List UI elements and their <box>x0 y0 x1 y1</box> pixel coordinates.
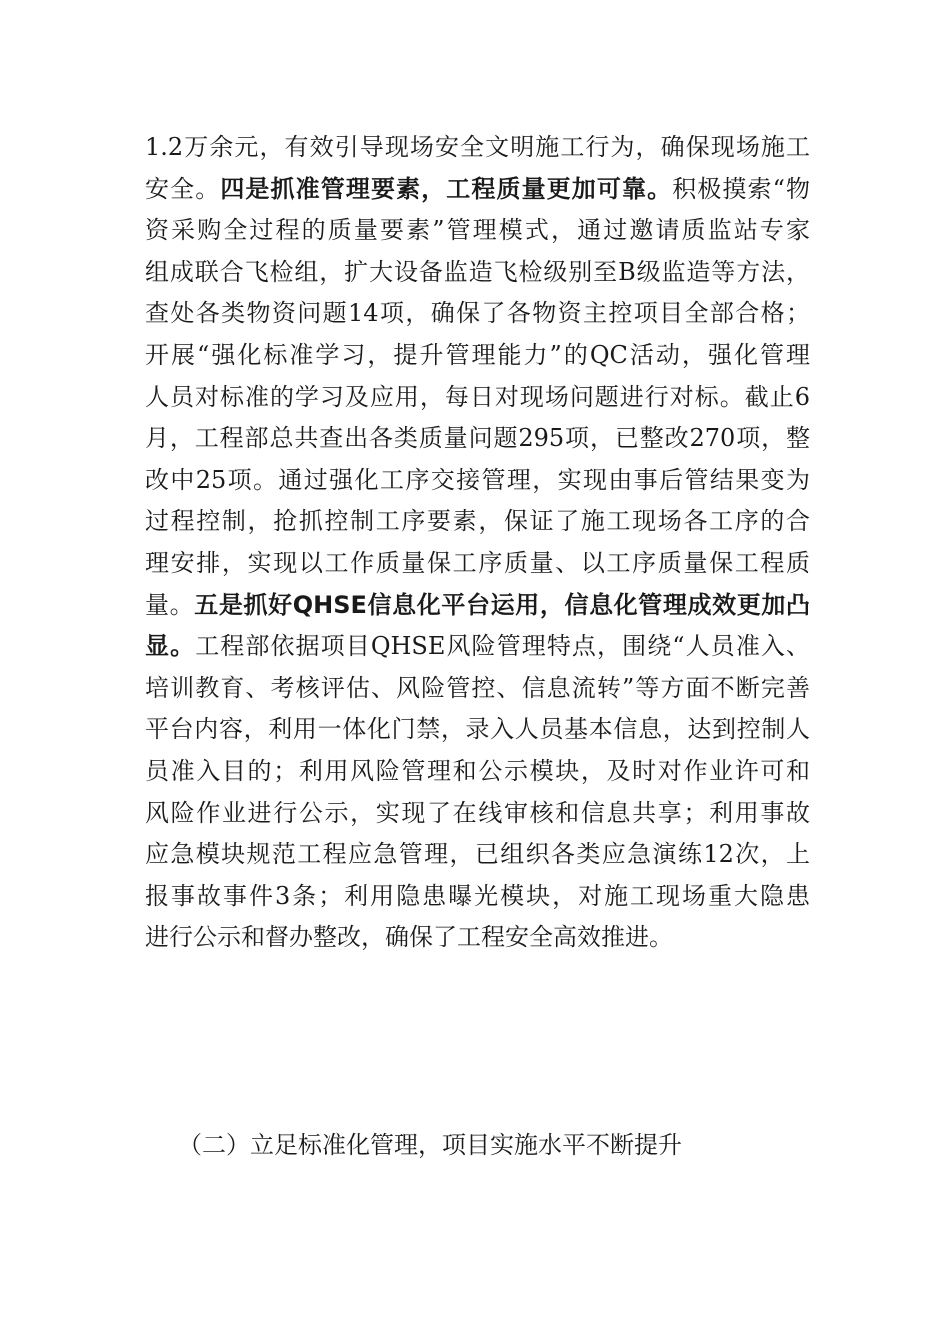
text-segment: 人员对标准的学习及应用，每日对现场问题进行对标。截止6 <box>145 382 810 411</box>
text-line <box>145 585 810 627</box>
text-segment: 积极摸索“物 <box>672 174 811 203</box>
text-line <box>145 668 810 710</box>
text-line <box>145 293 810 335</box>
bold-text-segment: 显。 <box>145 632 196 661</box>
text-line <box>145 834 810 876</box>
text-segment: 安全。 <box>145 174 221 203</box>
text-segment: 组成联合飞检组，扩大设备监造飞检级别至B级监造等方法， <box>145 257 810 286</box>
text-segment: 工程部依据项目QHSE风险管理特点，围绕“人员准入、 <box>195 632 810 661</box>
text-segment: 1.2万余元，有效引导现场安全文明施工行为，确保现场施工 <box>145 133 810 161</box>
text-line <box>145 252 810 294</box>
text-line <box>145 793 810 835</box>
text-line <box>145 626 810 668</box>
text-line <box>145 418 810 460</box>
text-segment: 进行公示和督办整改，确保了工程安全高效推进。 <box>145 923 673 952</box>
text-segment: 查处各类物资问题14项，确保了各物资主控项目全部合格； <box>145 299 810 328</box>
section-heading: （二）立足标准化管理，项目实施水平不断提升 <box>178 1131 682 1159</box>
text-line <box>145 169 810 211</box>
text-segment: 员准入目的；利用风险管理和公示模块，及时对作业许可和 <box>145 756 810 785</box>
text-segment: 月，工程部总共查出各类质量问题295项，已整改270项，整 <box>145 424 810 453</box>
text-line <box>145 460 810 502</box>
text-segment: 资采购全过程的质量要素”管理模式，通过邀请质监站专家 <box>145 216 810 245</box>
text-segment: 开展“强化标准学习，提升管理能力”的QC活动，强化管理 <box>145 340 810 369</box>
text-line <box>145 709 810 751</box>
text-line <box>145 501 810 543</box>
text-segment: 量。 <box>145 590 195 619</box>
text-segment: 改中25项。通过强化工序交接管理，实现由事后管结果变为 <box>145 465 810 494</box>
text-line <box>145 127 810 169</box>
body-paragraph <box>145 127 810 959</box>
text-line <box>145 543 810 585</box>
text-line <box>145 751 810 793</box>
bold-text-segment: 四是抓准管理要素，工程质量更加可靠。 <box>220 174 673 203</box>
text-segment: 报事故事件3条；利用隐患曝光模块，对施工现场重大隐患 <box>145 881 810 910</box>
text-segment: 应急模块规范工程应急管理，已组织各类应急演练12次，上 <box>145 840 810 869</box>
bold-text-segment: 五是抓好QHSE信息化平台运用，信息化管理成效更加凸 <box>194 590 811 619</box>
text-segment: 理安排，实现以工作质量保工序质量、以工序质量保工程质 <box>145 548 810 577</box>
text-line <box>145 335 810 377</box>
text-segment: 平台内容，利用一体化门禁，录入人员基本信息，达到控制人 <box>145 715 810 744</box>
text-line <box>145 377 810 419</box>
text-line <box>145 876 810 918</box>
text-line <box>145 917 810 959</box>
text-segment: 过程控制，抢抓控制工序要素，保证了施工现场各工序的合 <box>145 507 810 536</box>
text-segment: 培训教育、考核评估、风险管控、信息流转”等方面不断完善 <box>145 673 810 702</box>
text-line <box>145 210 810 252</box>
text-segment: 风险作业进行公示，实现了在线审核和信息共享；利用事故 <box>145 798 810 827</box>
